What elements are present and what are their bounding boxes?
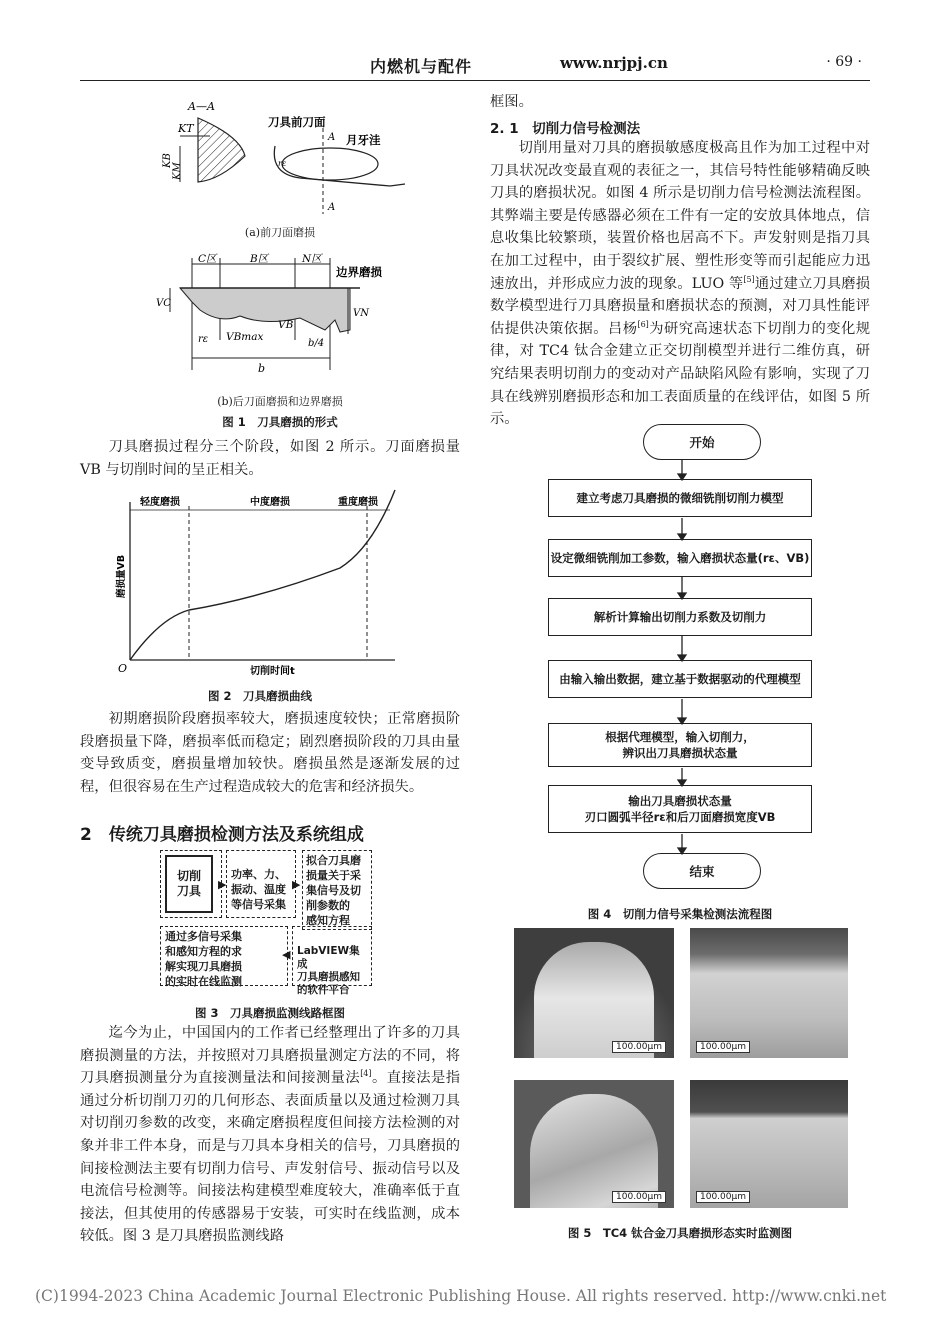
x-axis-label: 切削时间t — [250, 666, 295, 677]
label-a-top: A — [328, 132, 336, 143]
figure-2-wear-curve — [110, 488, 410, 678]
label-kt: KT — [178, 122, 194, 135]
labview-platform-box: LabVIEW集成 刀具磨损感知 的软件平台 — [292, 926, 372, 986]
fit-equation-box: 拟合刀具磨 损量关于采 集信号及切 削参数的 感知方程 — [302, 850, 372, 930]
figure-1a — [150, 96, 410, 226]
stage-severe: 重度磨损 — [338, 497, 378, 508]
label-re: rε — [198, 334, 209, 345]
citation-5[interactable]: [5] — [743, 274, 755, 284]
figure-1b — [150, 250, 410, 390]
section-2-1-heading: 2. 1 切削力信号检测法 — [490, 121, 641, 137]
right-top-text: 框图。 — [490, 94, 533, 110]
label-a-bottom: A — [328, 202, 336, 213]
label-vbmax: VBmax — [226, 331, 264, 343]
flow-end: 结束 — [643, 853, 761, 889]
crater-outline — [282, 148, 378, 180]
journal-url[interactable]: www.nrjpj.cn — [560, 54, 668, 72]
wear-photo-2 — [690, 928, 848, 1058]
page-number: · 69 · — [826, 54, 862, 70]
flow-start: 开始 — [643, 424, 761, 460]
label-aa: A—A — [188, 100, 215, 113]
scale-bar: 100.00μm — [612, 1041, 666, 1053]
label-edge-wear: 边界磨损 — [336, 265, 382, 279]
fig1b-caption: (b)后刀面磨损和边界磨损 — [217, 395, 343, 408]
label-kb: KB — [162, 153, 173, 168]
citation-4[interactable]: [4] — [360, 1069, 372, 1079]
wear-photo-3 — [514, 1080, 674, 1208]
scale-bar: 100.00μm — [612, 1191, 666, 1203]
flow-arrows — [670, 458, 694, 858]
label-vn: VN — [353, 308, 369, 319]
online-monitor-box: 通过多信号采集 和感知方程的求 解实现刀具磨损 的实时在线监测 — [160, 926, 288, 986]
copyright-footer: (C)1994-2023 China Academic Journal Electronic Publishing House. All rights reserved. http://www.cnki.net — [35, 1287, 887, 1305]
flow-step-1: 建立考虑刀具磨损的微细铣削切削力模型 — [548, 479, 812, 517]
signal-acquisition-box: 功率、力、 振动、温度 等信号采集 — [226, 850, 296, 918]
flow-step-2: 设定微细铣削加工参数，输入磨损状态量(rε、VB) — [548, 539, 812, 577]
scale-bar: 100.00μm — [696, 1191, 750, 1203]
fig1-caption: 图 1 刀具磨损的形式 — [222, 415, 338, 429]
flow-step-3: 解析计算输出切削力系数及切削力 — [548, 598, 812, 636]
journal-name: 内燃机与配件 — [370, 57, 473, 76]
label-b4: b/4 — [308, 338, 325, 349]
paragraph-3: 迄今为止，中国国内的工作者已经整理出了许多的刀具磨损测量的方法，并按照对刀具磨损量测定方法的不同，将刀具磨损测量分为直接测量法和间接测量法[4]。直接法是指通过分析切削刀刃的几何形态、表面质量以及通过检测刀具对切削刃参数的改变，来确定磨损程度但间接方法检测的对象并非工件本身，而是与刀具本身相关的信号，刀具磨损的间接检测法主要有切削力信号、声发射信号、振动信号以及电流信号检测等。间接法构建模型难度较大，准确率低于直接法，但其使用的传感器易于安装，可实时在线监测，成本较低。图 3 是刀具磨损监测线路 — [80, 1025, 461, 1245]
fig1a-caption: (a)前刀面磨损 — [244, 226, 316, 239]
wear-photo-4 — [690, 1080, 848, 1208]
label-radius: rε — [278, 159, 287, 168]
arrow-right-icon: ▶ — [218, 878, 227, 891]
label-vb: VB — [278, 319, 294, 331]
label-n-zone: N区 — [302, 253, 322, 265]
label-b-width: b — [258, 362, 266, 375]
citation-6[interactable]: [6] — [637, 319, 649, 329]
label-b-zone: B区 — [250, 253, 269, 265]
figure-3-block-diagram — [160, 850, 370, 996]
label-front-face: 刀具前刀面 — [268, 115, 326, 129]
paragraph-2: 初期磨损阶段磨损率较大，磨损速度较快；正常磨损阶段磨损量下降，磨损率低而稳定；剧烈磨损阶段的刀具由量变导致质变，磨损量增加较快。磨损虽然是逐渐发展的过程，但很容易在生产过程造成较大的危害和经济损失。 — [80, 711, 460, 795]
paragraph-4: 切削用量对刀具的磨损敏感度极高且作为加工过程中对刀具状况改变最直观的表征之一，其信号特性能够精确反映刀具的磨损状况。如图 4 所示是切削力信号检测法流程图。其弊端主要是传感器必须在工件有一定的安放具体地点，信息收集比较繁琐，装置价格也居高不下。声发射则是指刀具在加工过程中，由于裂纹扩展、塑性形变等而引起能应力迅速放出，并形成应力波的现象。LUO 等[5]通过建立刀具磨损数学模型进行刀具磨损量和磨损状态的预测，对刀具性能评估提供决策依据。吕杨[6]为研究高速状态下切削力的变化规律，对 TC4 钛合金建立正交切削模型并进行二维仿真，研究结果表明切削力的变动对产品缺陷风险有影响，实现了刀具在线辨别磨损形态和加工表面质量的在线评估，如图 5 所示。 — [490, 140, 871, 428]
stage-normal: 中度磨损 — [250, 497, 290, 508]
wear-land — [180, 288, 350, 332]
arrow-left-icon: ◀ — [282, 948, 291, 961]
scale-bar: 100.00μm — [696, 1041, 750, 1053]
tool-section — [198, 118, 245, 182]
label-km: KM — [172, 162, 183, 180]
flow-step-5: 根据代理模型，输入切削力， 辨识出刀具磨损状态量 — [548, 723, 812, 767]
arrow-right-icon: ▶ — [292, 878, 301, 891]
stage-initial: 轻度磨损 — [140, 497, 180, 508]
flow-step-4: 由输入输出数据，建立基于数据驱动的代理模型 — [548, 660, 812, 698]
flow-step-6: 输出刀具磨损状态量 刃口圆弧半径rε和后刀面磨损宽度VB — [548, 785, 812, 833]
label-crater: 月牙洼 — [346, 133, 381, 147]
origin-label: O — [118, 662, 128, 675]
fig5-caption: 图 5 TC4 钛合金刀具磨损形态实时监测图 — [567, 1226, 793, 1240]
y-axis-label: 磨损量VB — [116, 554, 127, 598]
page-header — [80, 50, 870, 81]
tool-box: 切削 刀具 — [165, 855, 213, 913]
label-c-zone: C区 — [198, 253, 217, 265]
fig4-caption: 图 4 切削力信号采集检测法流程图 — [587, 907, 773, 921]
fig2-caption: 图 2 刀具磨损曲线 — [207, 689, 312, 703]
label-vc: VC — [156, 298, 171, 309]
section-2-heading: 2 传统刀具磨损检测方法及系统组成 — [80, 825, 364, 845]
paragraph-1: 刀具磨损过程分三个阶段，如图 2 所示。刀面磨损量 VB 与切削时间的呈正相关。 — [80, 439, 460, 478]
wear-photo-1 — [514, 928, 674, 1058]
fig3-caption: 图 3 刀具磨损监测线路框图 — [194, 1006, 345, 1020]
wear-curve — [130, 490, 395, 660]
